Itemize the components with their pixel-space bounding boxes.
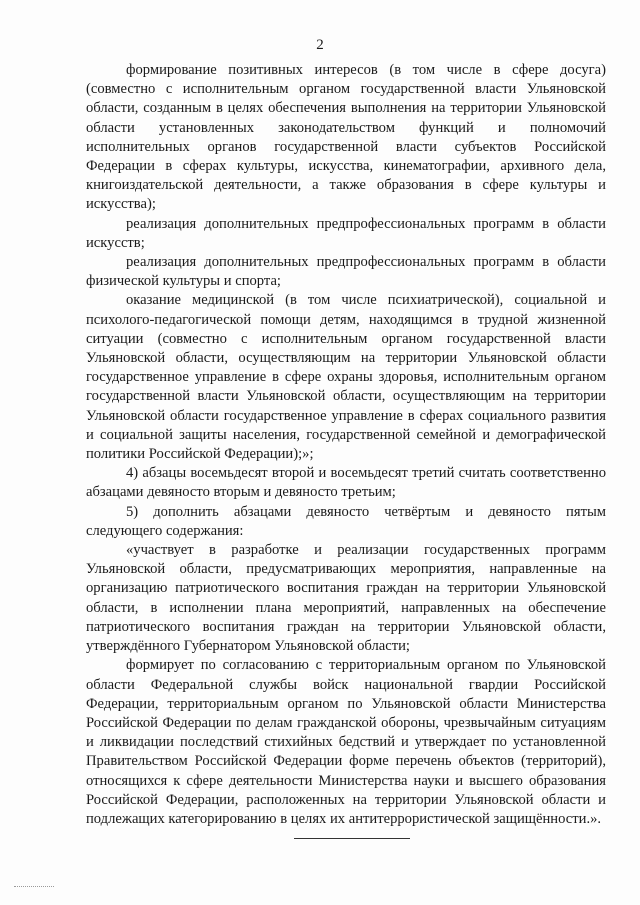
closing-divider-line: [294, 838, 410, 839]
paragraph-sports-programs: реализация дополнительных предпрофессиональных программ в области физической культуры и спорта;: [86, 254, 606, 290]
paragraph-item-4: 4) абзацы восемьдесят второй и восемьдесят третий считать соответственно абзацами девяносто вторым и девяносто третьим;: [86, 465, 606, 501]
paragraph-medical-assistance: оказание медицинской (в том числе психиатрической), социальной и психолого-педагогической помощи детям, находящимся в трудной жизненной ситуации (совместно с исполнительным органом государственной власти Ульяновской области, осуществляющим на территории Ульяновской области государственное управление в сфере охраны здоровья, исполнительным органом государственной власти Ульяновской области, осуществляющим на территории Ульяновской области государственное управление в сферах социального развития и социальной защиты населения, государственной семейной и демографической политики Российской Федерации);»;: [86, 292, 606, 463]
paragraph-antiterror-list: формирует по согласованию с территориальным органом по Ульяновской области Федеральной службы войск национальной гвардии Российской Федерации, территориальным органом по Ульяновской области Министерства Российской Федерации по делам гражданской обороны, чрезвычайным ситуациям и ликвидации последствий стихийных бедствий и утверждает по установленной Правительством Российской Федерации форме перечень объектов (территорий), относящихся к сфере деятельности Министерства науки и высшего образования Российской Федерации, расположенных на территории Ульяновской области и подлежащих категорированию в целях их антитеррористической защищённости.».: [86, 657, 606, 827]
document-body: [86, 61, 606, 829]
page-number: 2: [316, 37, 324, 53]
paragraph-leisure-interests: формирование позитивных интересов (в том числе в сфере досуга) (совместно с исполнительным органом государственной власти Ульяновской области, созданным в целях обеспечения выполнения на территории Ульяновской области установленных законодательством функций и полномочий исполнительных органов государственной власти субъектов Российской Федерации в сферах культуры, искусства, кинематографии, архивного дела, книгоиздательской деятельности, а также образования в сфере культуры и искусства);: [86, 62, 606, 213]
scan-artifact: [14, 886, 54, 887]
paragraph-arts-programs: реализация дополнительных предпрофессиональных программ в области искусств;: [86, 215, 606, 251]
paragraph-item-5: 5) дополнить абзацами девяносто четвёртым и девяносто пятым следующего содержания:: [86, 503, 606, 539]
paragraph-patriotic-education: «участвует в разработке и реализации государственных программ Ульяновской области, предусматривающих мероприятия, направленные на организацию патриотического воспитания граждан на территории Ульяновской области, в исполнении плана мероприятий, направленных на обеспечение патриотического воспитания граждан на территории Ульяновской области, утверждённого Губернатором Ульяновской области;: [86, 542, 606, 655]
